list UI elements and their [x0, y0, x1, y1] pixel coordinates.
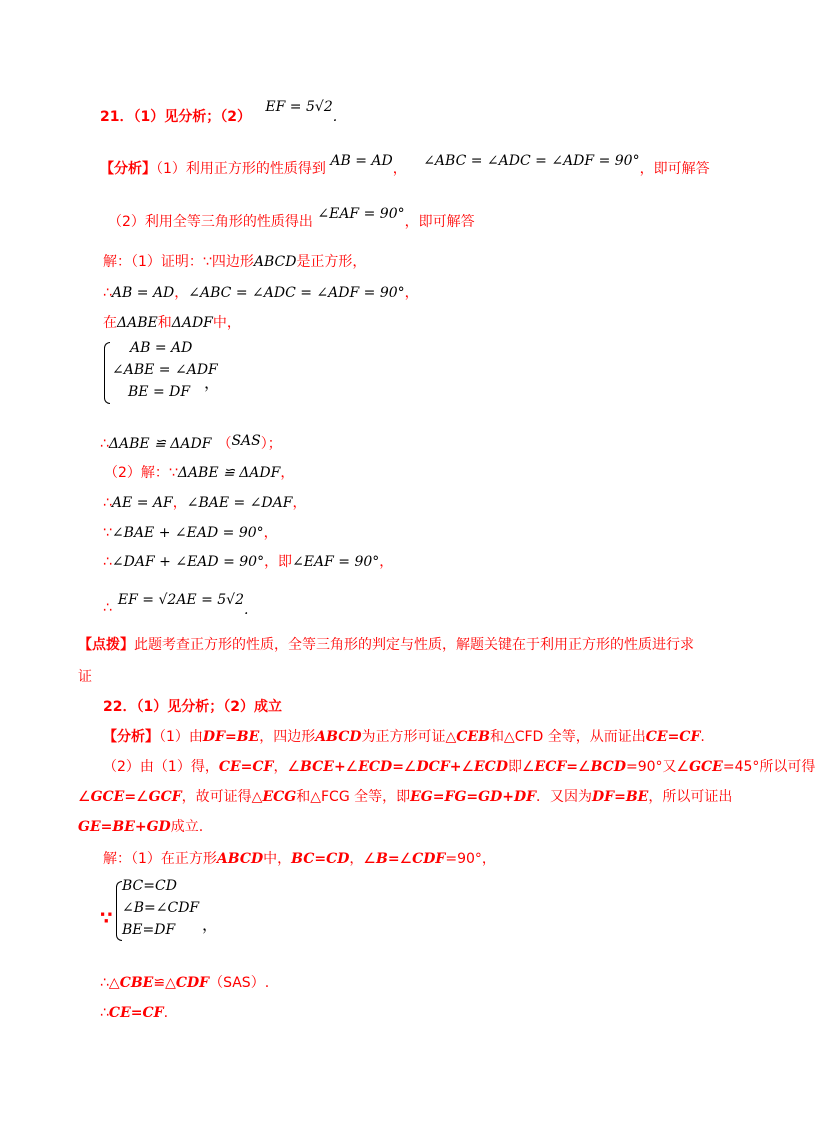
q21-part2-5: ∴ EF = √2AE = 5√2.	[103, 592, 249, 618]
q21-analysis-2: （2）利用全等三角形的性质得出 ∠EAF = 90°，即可解答	[108, 206, 475, 230]
q22-header: 22．（1）见分析；（2）成立	[103, 699, 282, 715]
q21-analysis-1: 【分析】（1）利用正方形的性质得到 AB = AD， ∠ABC = ∠ADC = ∠ADF = 90°，即可解答	[100, 153, 710, 177]
q21-sol-3: 在ΔABE和ΔADF中，	[103, 315, 241, 331]
q22-analysis-3: ∠GCE=∠GCF，故可证得△ECG和△FCG 全等，即EG=FG=GD+DF．又因为DF=BE，所以可证出	[78, 789, 733, 805]
q21-sol-1: 解：（1）证明：∵四边形ABCD是正方形，	[103, 254, 367, 270]
left-brace	[104, 342, 110, 404]
q21-part2-4: ∴∠DAF + ∠EAD = 90°，即∠EAF = 90°，	[103, 554, 394, 570]
q22-analysis-4: GE=BE+GD成立.	[78, 819, 204, 835]
q21-tip-cont: 证	[78, 669, 92, 685]
q21-part2-1: （2）解：∵ΔABE ≌ ΔADF，	[104, 465, 295, 481]
q22-conclusion-2: ∴CE=CF.	[100, 1005, 169, 1021]
q21-header-math: EF = 5√2	[265, 99, 333, 115]
q21-conclusion: ∴ΔABE ≌ ΔADF （SAS）；	[100, 433, 282, 452]
q21-part2-2: ∴AE = AF，∠BAE = ∠DAF，	[103, 495, 307, 511]
q22-analysis-2: （2）由（1）得，CE=CF，∠BCE+∠ECD=∠DCF+∠ECD即∠ECF=∠BCD=90°又∠GCE=45°所以可得	[103, 759, 815, 775]
q21-tip: 【点拨】此题考查正方形的性质，全等三角形的判定与性质，解题关键在于利用正方形的性质进行求	[78, 637, 694, 653]
q22-analysis-1: 【分析】（1）由DF=BE，四边形ABCD为正方形可证△CEB和△CFD 全等，从而证出CE=CF.	[103, 729, 705, 745]
q21-part2-3: ∵∠BAE + ∠EAD = 90°，	[103, 525, 278, 541]
q22-sol-1: 解：（1）在正方形ABCD中，BC=CD，∠B=∠CDF=90°，	[103, 851, 496, 867]
q21-header: 21．（1）见分析；（2） EF = 5√2.	[100, 99, 338, 125]
q21-sol-2: ∴AB = AD，∠ABC = ∠ADC = ∠ADF = 90°，	[103, 285, 419, 301]
q22-conclusion-1: ∴△CBE≌△CDF（SAS）.	[100, 975, 270, 991]
